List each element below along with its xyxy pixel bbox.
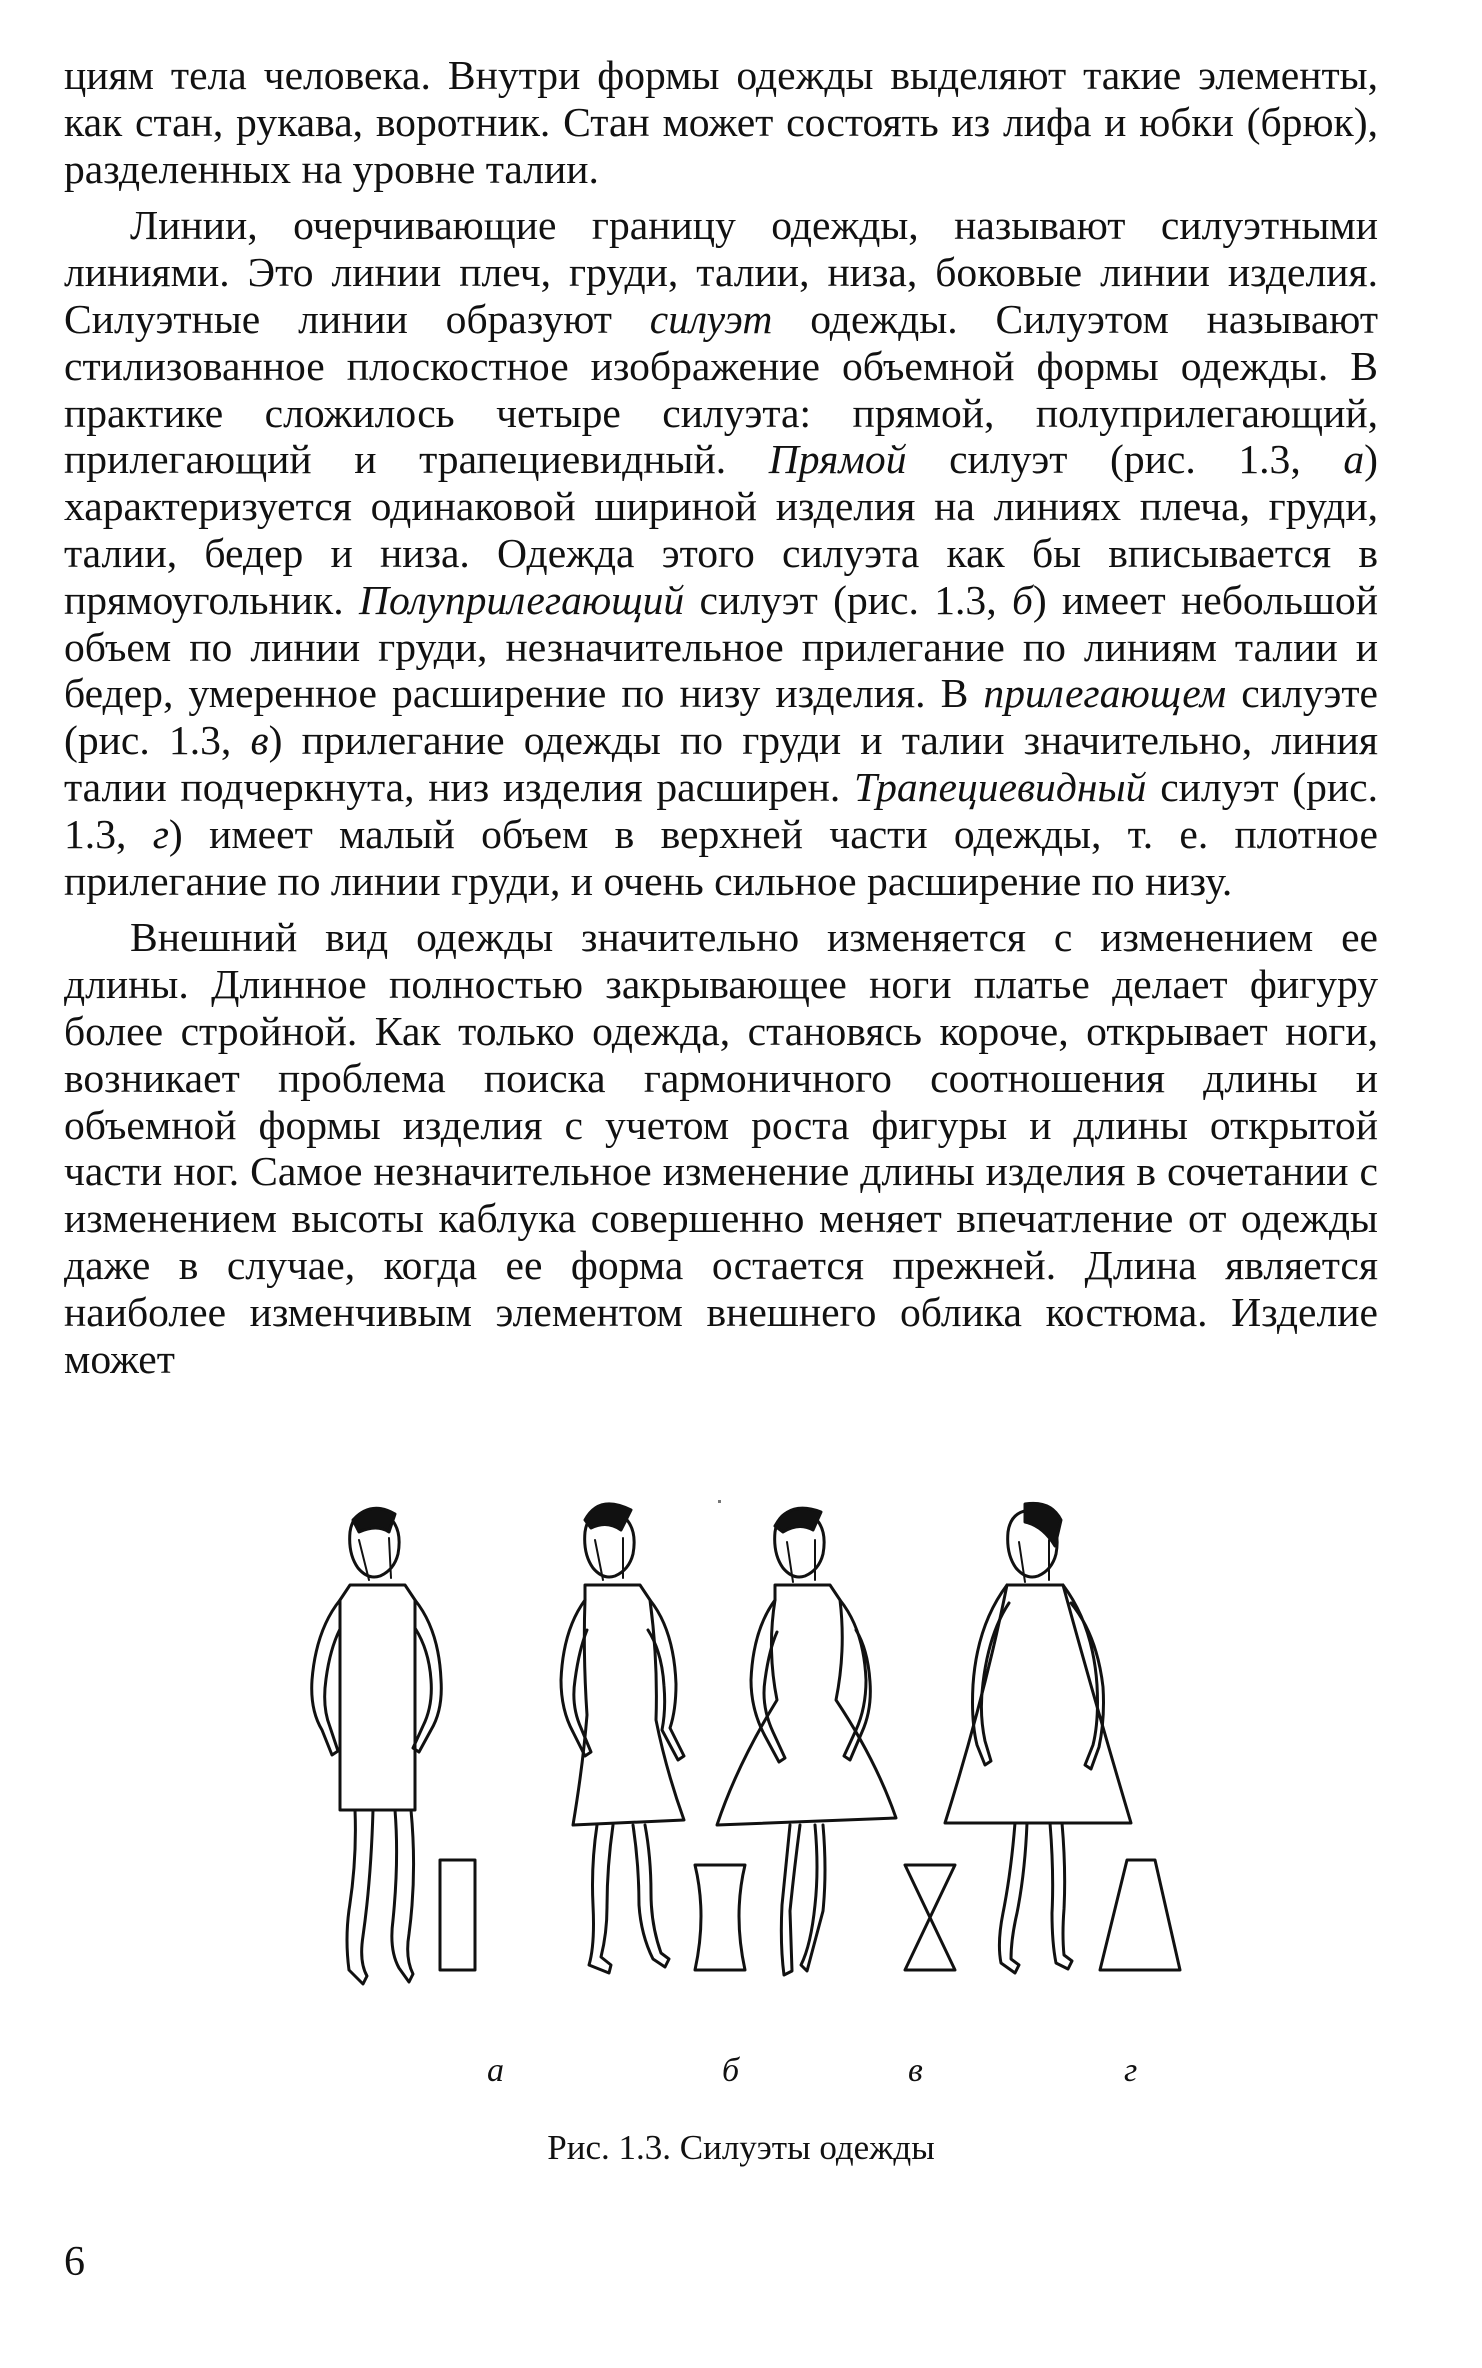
text-run: силуэт (рис. 1.3, bbox=[684, 576, 1012, 623]
figure-b-semifitted bbox=[561, 1504, 684, 1973]
text-run: ) имеет малый объем в верхней части одежды, т. е. плотное прилегание по линии груди, и очень сильное расширение по низу. bbox=[64, 810, 1378, 904]
text-run: одежды. Силуэтом называют стилизованное плоскостное изображение объемной формы одежды. В практике сложилось четыре силуэта: прямой, полуприлегающий, прилегающий и трапециевидный. bbox=[64, 295, 1379, 483]
silhouette-figure bbox=[255, 1480, 1215, 2040]
italic-term: б bbox=[1011, 576, 1033, 623]
figure-label-c: в bbox=[908, 2052, 923, 2089]
italic-term: а bbox=[1343, 436, 1365, 483]
body-text bbox=[64, 52, 1378, 1382]
text-run: ) характеризуется одинаковой шириной изделия на линиях плеча, груди, талии, бедер и низа. Одежда этого силуэта как бы вписывается в прямоугольник. bbox=[64, 436, 1378, 623]
text-run: Линии, очерчивающие границу одежды, называют силуэтными линиями. Это линии плеч, груди, талии, низа, боковые линии изделия. Силуэтные линии образуют bbox=[64, 202, 1378, 342]
text-run: ) имеет небольшой объем по линии груди, незначительное прилегание по линиям талии и бедер, умеренное расширение по низу изделия. В bbox=[64, 576, 1378, 717]
italic-term: г bbox=[152, 810, 169, 857]
figure-a-straight bbox=[312, 1508, 475, 1984]
text-run: силуэт (рис. 1.3, bbox=[906, 436, 1344, 483]
paragraph-2 bbox=[64, 202, 1378, 904]
figure-c-fitted bbox=[695, 1508, 955, 1975]
figure-label-b: б bbox=[722, 2052, 740, 2089]
italic-term: Прямой bbox=[768, 436, 907, 483]
figure-label-a: а bbox=[487, 2052, 504, 2089]
text-run: циям тела человека. Внутри формы одежды выделяют такие элементы, как стан, рукава, воротник. Стан может состоять из лифа и юбки (брюк), разделенных на уровне талии. bbox=[64, 52, 1378, 192]
text-run: силуэте (рис. 1.3, bbox=[64, 670, 1378, 764]
text-run: Внешний вид одежды значительно изменяется с изменением ее длины. Длинное полностью закрывающее ноги платье делает фигуру более стройной. Как только одежда, становясь короче, открывает ноги, возникает проблема поиска гармоничного соотношения длины и объемной формы изделия с учетом роста фигуры и длины открытой части ног. Самое незначительное изменение длины изделия в сочетании с изменением высоты каблука совершенно меняет впечатление от одежды даже в случае, когда ее форма остается прежней. Длина является наиболее изменчивым элементом внешнего облика костюма. Изделие может bbox=[64, 914, 1378, 1382]
italic-term: Полуприлегающий bbox=[358, 576, 685, 623]
italic-term: Трапециевидный bbox=[853, 763, 1147, 810]
paragraph-3 bbox=[64, 914, 1378, 1382]
figure-caption: Рис. 1.3. Силуэты одежды bbox=[547, 2128, 935, 2167]
figure-d-trapezoid bbox=[945, 1503, 1180, 1973]
italic-term: в bbox=[250, 717, 269, 764]
text-run: ) прилегание одежды по груди и талии значительно, линия талии подчеркнута, низ изделия расширен. bbox=[64, 717, 1378, 810]
page-number: 6 bbox=[64, 2239, 85, 2285]
figure-label-d: г bbox=[1124, 2052, 1138, 2089]
text-run: силуэт (рис. 1.3, bbox=[64, 763, 1378, 857]
italic-term: силуэт bbox=[649, 295, 773, 342]
italic-term: прилегающем bbox=[983, 670, 1227, 717]
paragraph-1 bbox=[64, 52, 1378, 192]
